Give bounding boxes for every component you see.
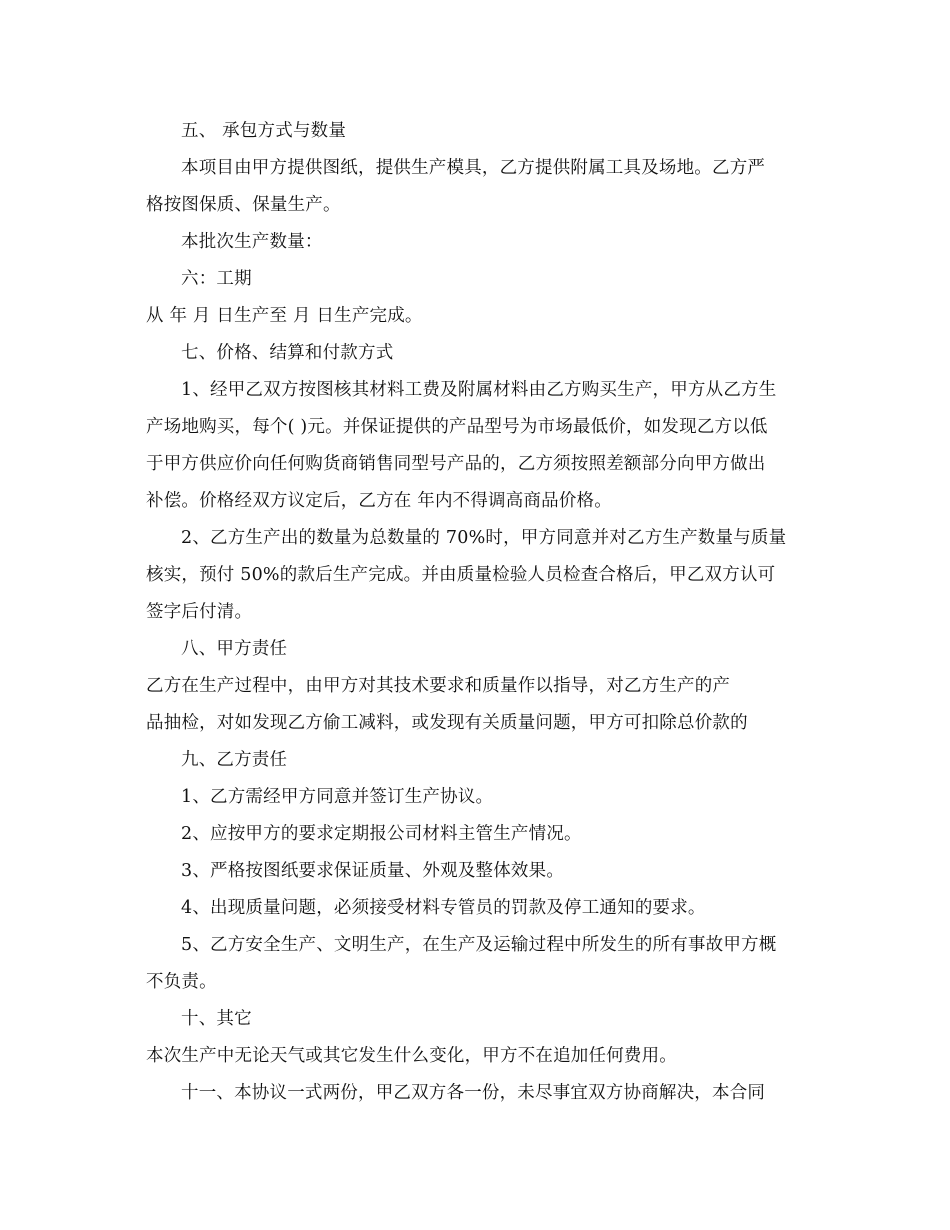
section-5-paragraph-cont: 格按图保质、保量生产。 bbox=[146, 195, 341, 215]
section-9-heading: 九、乙方责任 bbox=[181, 750, 288, 770]
section-9-item-5-cont: 不负责。 bbox=[146, 972, 217, 992]
section-7-item-2-cont: 签字后付清。 bbox=[146, 602, 253, 622]
section-10-paragraph: 本次生产中无论天气或其它发生什么变化，甲方不在追加任何费用。 bbox=[146, 1046, 677, 1066]
section-7-item-2-cont: 核实，预付 50%的款后生产完成。并由质量检验人员检查合格后，甲乙双方认可 bbox=[146, 565, 776, 585]
section-7-item-2: 2、乙方生产出的数量为总数量的 70%时，甲方同意并对乙方生产数量与质量 bbox=[181, 528, 787, 548]
schedule-line: 从 年 月 日生产至 月 日生产完成。 bbox=[146, 306, 423, 326]
section-9-item-4: 4、出现质量问题，必须接受材料专管员的罚款及停工通知的要求。 bbox=[181, 898, 706, 918]
section-10-heading: 十、其它 bbox=[181, 1009, 252, 1029]
section-7-item-1-cont: 补偿。价格经双方议定后，乙方在 年内不得调高商品价格。 bbox=[146, 491, 612, 511]
section-11-paragraph: 十一、本协议一式两份，甲乙双方各一份，未尽事宜双方协商解决，本合同 bbox=[181, 1083, 766, 1103]
section-8-paragraph-cont: 品抽检，对如发现乙方偷工减料，或发现有关质量问题，甲方可扣除总价款的 bbox=[146, 713, 748, 733]
production-quantity-line: 本批次生产数量： bbox=[181, 232, 323, 252]
section-7-item-1-cont: 产场地购买，每个( )元。并保证提供的产品型号为市场最低价，如发现乙方以低 bbox=[146, 417, 768, 437]
section-5-paragraph: 本项目由甲方提供图纸，提供生产模具，乙方提供附属工具及场地。乙方严 bbox=[181, 158, 766, 178]
section-8-paragraph: 乙方在生产过程中，由甲方对其技术要求和质量作以指导，对乙方生产的产 bbox=[146, 676, 731, 696]
section-8-heading: 八、甲方责任 bbox=[181, 639, 288, 659]
section-5-heading: 五、 承包方式与数量 bbox=[181, 121, 347, 141]
section-7-heading: 七、价格、结算和付款方式 bbox=[181, 343, 394, 363]
section-7-item-1: 1、经甲乙双方按图核其材料工费及附属材料由乙方购买生产，甲方从乙方生 bbox=[181, 380, 777, 400]
section-9-item-5: 5、乙方安全生产、文明生产，在生产及运输过程中所发生的所有事故甲方概 bbox=[181, 935, 777, 955]
section-9-item-1: 1、乙方需经甲方同意并签订生产协议。 bbox=[181, 787, 494, 807]
section-9-item-3: 3、严格按图纸要求保证质量、外观及整体效果。 bbox=[181, 861, 565, 881]
section-7-item-1-cont: 于甲方供应价向任何购货商销售同型号产品的，乙方须按照差额部分向甲方做出 bbox=[146, 454, 766, 474]
section-6-heading: 六：工期 bbox=[181, 269, 252, 289]
section-9-item-2: 2、应按甲方的要求定期报公司材料主管生产情况。 bbox=[181, 824, 582, 844]
